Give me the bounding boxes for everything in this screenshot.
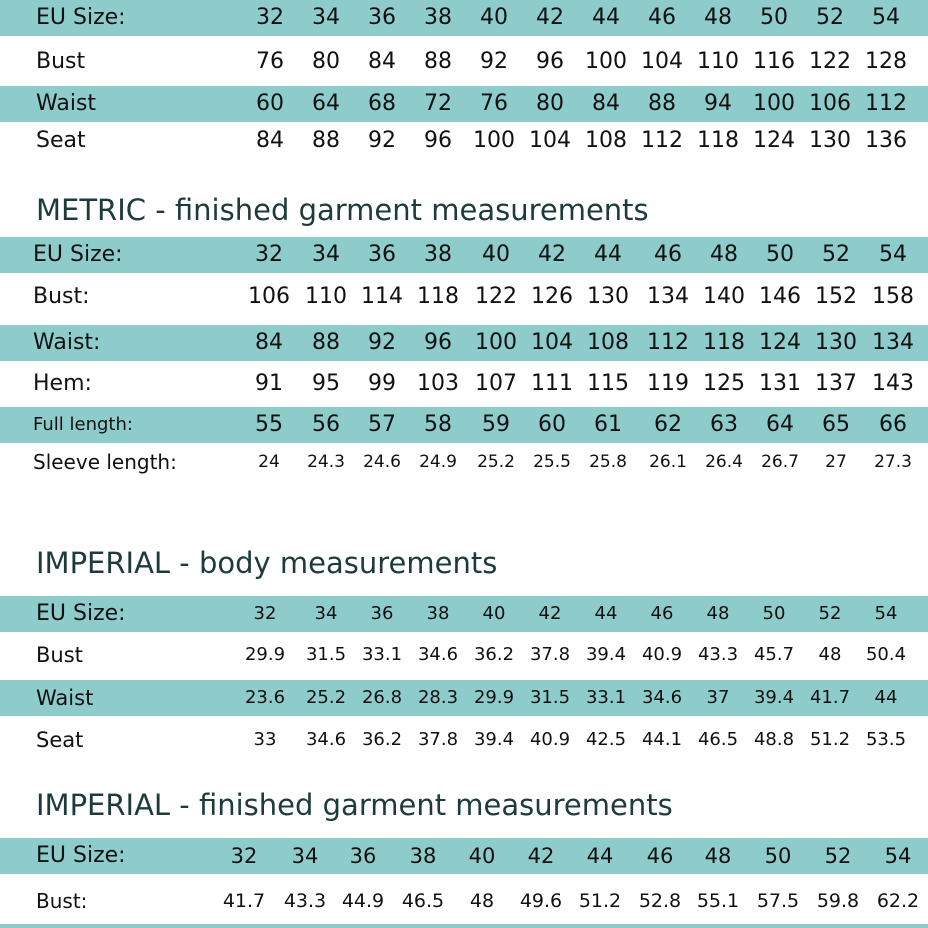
table-cell: 126 [531,284,573,309]
table-cell: 130 [587,284,629,309]
table-cell: 43.3 [283,890,327,912]
table-cell: 125 [703,371,745,396]
table-cell: 48 [704,5,732,30]
table-cell: 63 [710,412,738,437]
table-cell: 52 [816,5,844,30]
table-cell: 25.2 [477,452,515,472]
table-cell: 58 [424,412,452,437]
table-cell: 48.8 [753,729,795,750]
row-label: EU Size: [36,843,126,868]
table-cell: 48 [704,844,732,868]
row-label: EU Size: [36,5,126,30]
table-cell: 34 [314,603,338,624]
table-cell: 26.7 [761,452,799,472]
table-cell: 84 [255,330,283,355]
row-label: Waist [36,686,94,710]
table-cell: 32 [253,603,277,624]
table-row [0,883,928,919]
table-cell: 76 [256,49,284,74]
table-cell: 110 [697,49,739,74]
table-cell: 122 [809,49,851,74]
row-label: Bust [36,49,86,74]
table-cell: 65 [822,412,850,437]
size-header-row [0,838,928,874]
table-cell: 92 [480,49,508,74]
table-cell: 62 [654,412,682,437]
table-cell: 50 [762,603,786,624]
table-cell: 57.5 [756,890,800,912]
table-cell: 36 [349,844,377,868]
table-cell: 34 [312,5,340,30]
table-cell: 44 [592,5,620,30]
row-label: Seat [36,728,84,752]
table-cell: 50 [766,242,794,267]
table-cell: 24.6 [363,452,401,472]
table-cell: 108 [587,330,629,355]
table-cell: 130 [815,330,857,355]
table-cell: 64 [312,91,340,116]
table-cell: 46 [646,844,674,868]
table-cell: 116 [753,49,795,74]
table-cell: 34.6 [641,687,683,708]
table-cell: 48 [469,890,495,912]
table-cell: 26.4 [705,452,743,472]
row-label: Full length: [33,414,133,435]
section-heading: IMPERIAL - finished garment measurements [36,788,673,822]
table-cell: 107 [475,371,517,396]
table-cell: 33 [253,729,277,750]
table-cell: 54 [884,844,912,868]
table-cell: 96 [424,330,452,355]
table-cell: 42 [536,5,564,30]
table-cell: 26.8 [361,687,403,708]
table-cell: 140 [703,284,745,309]
table-cell: 76 [480,91,508,116]
table-cell: 96 [536,49,564,74]
table-cell: 38 [424,5,452,30]
table-cell: 114 [361,284,403,309]
table-cell: 55 [255,412,283,437]
table-row [0,44,928,80]
table-cell: 118 [417,284,459,309]
table-row [0,637,928,673]
table-cell: 41.7 [809,687,851,708]
table-cell: 33.1 [585,687,627,708]
table-cell: 48 [818,644,842,665]
table-cell: 44 [586,844,614,868]
table-cell: 131 [759,371,801,396]
table-cell: 39.4 [753,687,795,708]
table-cell: 52 [818,603,842,624]
size-header-row [0,0,928,36]
table-cell: 40 [482,603,506,624]
table-cell: 44 [594,242,622,267]
table-cell: 66 [879,412,907,437]
table-cell: 72 [424,91,452,116]
table-cell: 103 [417,371,459,396]
table-cell: 100 [585,49,627,74]
next-row-band-edge [0,924,928,928]
table-row [0,680,928,716]
table-cell: 124 [759,330,801,355]
table-cell: 62.2 [876,890,920,912]
table-cell: 38 [409,844,437,868]
table-cell: 91 [255,371,283,396]
table-cell: 146 [759,284,801,309]
table-cell: 51.2 [809,729,851,750]
table-cell: 33.1 [361,644,403,665]
table-cell: 115 [587,371,629,396]
table-cell: 64 [766,412,794,437]
table-cell: 137 [815,371,857,396]
table-cell: 23.6 [244,687,286,708]
table-cell: 40 [480,5,508,30]
table-cell: 45.7 [753,644,795,665]
table-cell: 106 [248,284,290,309]
table-cell: 38 [424,242,452,267]
table-cell: 42 [538,242,566,267]
table-cell: 88 [424,49,452,74]
table-cell: 84 [256,128,284,153]
table-cell: 31.5 [529,687,571,708]
table-cell: 106 [809,91,851,116]
table-cell: 26.1 [649,452,687,472]
table-row [0,325,928,361]
table-cell: 104 [529,128,571,153]
table-cell: 84 [592,91,620,116]
table-cell: 39.4 [473,729,515,750]
table-cell: 119 [647,371,689,396]
table-cell: 118 [703,330,745,355]
table-cell: 44.1 [641,729,683,750]
table-cell: 61 [594,412,622,437]
row-label: Bust: [33,284,90,309]
table-cell: 56 [312,412,340,437]
table-cell: 134 [872,330,914,355]
table-cell: 99 [368,371,396,396]
row-label: EU Size: [36,601,126,626]
table-cell: 36.2 [361,729,403,750]
table-cell: 108 [585,128,627,153]
table-cell: 29.9 [473,687,515,708]
table-cell: 48 [710,242,738,267]
table-cell: 46.5 [697,729,739,750]
table-cell: 32 [230,844,258,868]
table-cell: 25.8 [589,452,627,472]
table-cell: 32 [255,242,283,267]
table-row [0,86,928,122]
table-cell: 124 [753,128,795,153]
table-cell: 88 [648,91,676,116]
table-cell: 100 [473,128,515,153]
table-cell: 39.4 [585,644,627,665]
table-cell: 110 [305,284,347,309]
table-cell: 53.5 [865,729,907,750]
table-cell: 36 [368,5,396,30]
section-heading: METRIC - finished garment measurements [36,193,649,227]
table-cell: 36.2 [473,644,515,665]
table-cell: 40 [482,242,510,267]
table-cell: 52 [824,844,852,868]
table-cell: 42 [527,844,555,868]
table-cell: 49.6 [519,890,563,912]
table-cell: 42 [538,603,562,624]
table-cell: 36 [370,603,394,624]
table-row [0,722,928,758]
row-label: EU Size: [33,242,123,267]
row-label: Sleeve length: [33,450,177,474]
table-cell: 41.7 [222,890,266,912]
table-row [0,444,928,480]
table-cell: 95 [312,371,340,396]
table-cell: 27.3 [874,452,912,472]
table-cell: 38 [426,603,450,624]
table-cell: 96 [424,128,452,153]
table-cell: 68 [368,91,396,116]
table-cell: 80 [312,49,340,74]
table-cell: 128 [865,49,907,74]
table-cell: 25.2 [305,687,347,708]
table-cell: 43.3 [697,644,739,665]
table-cell: 46 [654,242,682,267]
table-cell: 88 [312,330,340,355]
table-cell: 104 [641,49,683,74]
table-cell: 44.9 [341,890,385,912]
table-cell: 59.8 [816,890,860,912]
table-cell: 60 [538,412,566,437]
table-cell: 92 [368,330,396,355]
table-cell: 92 [368,128,396,153]
table-row [0,407,928,443]
size-header-row [0,596,928,632]
row-label: Hem: [33,371,92,396]
row-label: Bust [36,643,83,667]
table-cell: 54 [874,603,898,624]
table-cell: 34 [312,242,340,267]
table-cell: 134 [647,284,689,309]
table-cell: 36 [368,242,396,267]
table-cell: 29.9 [244,644,286,665]
table-cell: 52 [822,242,850,267]
table-cell: 112 [641,128,683,153]
table-cell: 80 [536,91,564,116]
table-cell: 54 [879,242,907,267]
table-cell: 94 [704,91,732,116]
table-cell: 136 [865,128,907,153]
table-row [0,279,928,315]
table-cell: 40.9 [641,644,683,665]
section-heading: IMPERIAL - body measurements [36,546,498,580]
table-cell: 50.4 [865,644,907,665]
table-cell: 100 [753,91,795,116]
table-cell: 34.6 [417,644,459,665]
table-cell: 100 [475,330,517,355]
table-cell: 59 [482,412,510,437]
table-cell: 46.5 [401,890,445,912]
table-cell: 122 [475,284,517,309]
table-cell: 55.1 [696,890,740,912]
table-cell: 50 [764,844,792,868]
table-cell: 48 [706,603,730,624]
table-cell: 57 [368,412,396,437]
table-row [0,123,928,159]
table-cell: 152 [815,284,857,309]
table-cell: 24.9 [419,452,457,472]
table-cell: 60 [256,91,284,116]
table-cell: 34 [291,844,319,868]
table-cell: 40 [468,844,496,868]
table-cell: 158 [872,284,914,309]
table-cell: 88 [312,128,340,153]
table-cell: 32 [256,5,284,30]
table-cell: 37 [706,687,730,708]
row-label: Waist: [33,330,101,355]
table-cell: 37.8 [529,644,571,665]
table-cell: 27 [825,452,847,472]
table-cell: 112 [647,330,689,355]
table-cell: 50 [760,5,788,30]
table-cell: 46 [650,603,674,624]
table-row [0,366,928,402]
row-label: Bust: [36,889,88,913]
table-cell: 44 [594,603,618,624]
table-cell: 84 [368,49,396,74]
table-cell: 111 [531,371,573,396]
table-cell: 40.9 [529,729,571,750]
table-cell: 104 [531,330,573,355]
size-header-row [0,237,928,273]
table-cell: 46 [648,5,676,30]
table-cell: 31.5 [305,644,347,665]
table-cell: 52.8 [638,890,682,912]
table-cell: 25.5 [533,452,571,472]
table-cell: 37.8 [417,729,459,750]
table-cell: 51.2 [578,890,622,912]
row-label: Waist [36,91,97,116]
table-cell: 24 [258,452,280,472]
table-cell: 34.6 [305,729,347,750]
table-cell: 24.3 [307,452,345,472]
table-cell: 143 [872,371,914,396]
table-cell: 42.5 [585,729,627,750]
table-cell: 118 [697,128,739,153]
table-cell: 54 [872,5,900,30]
table-cell: 28.3 [417,687,459,708]
table-cell: 44 [874,687,898,708]
table-cell: 112 [865,91,907,116]
table-cell: 130 [809,128,851,153]
row-label: Seat [36,128,86,153]
